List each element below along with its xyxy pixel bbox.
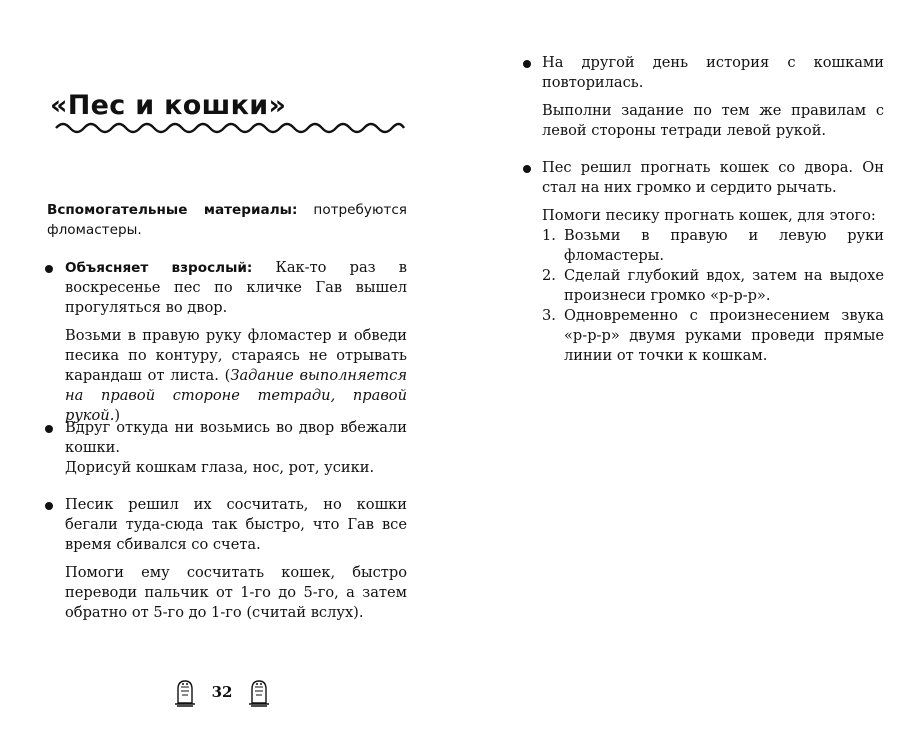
bullet-dot xyxy=(523,165,531,173)
bullet-dot xyxy=(45,502,53,510)
step-number: 1. xyxy=(542,227,556,244)
bullet-dot xyxy=(45,265,53,273)
trace-instruction-note: Задание выполняется на правой стороне тетради, правой рукой. xyxy=(65,367,407,424)
counting-item xyxy=(65,495,407,623)
repeat-story: На другой день история с кошками повторилась. xyxy=(542,54,884,91)
explanation-label: Объясняет взрослый: xyxy=(65,260,253,276)
sphinx-ornament-icon xyxy=(172,677,198,707)
step-number: 2. xyxy=(542,267,556,284)
explanation-text: Как-то раз в воскресенье пес по кличке Гав вышел прогуляться во двор. xyxy=(65,259,407,316)
explanation-item xyxy=(65,258,407,426)
counting-instruction: Помоги ему сосчитать кошек, быстро переводи пальчик от 1-го до 5-го, а затем обратно от 5-го до 1-го (считай вслух). xyxy=(65,564,407,621)
draw-cats-faces: Дорисуй кошкам глаза, нос, рот, усики. xyxy=(65,459,375,476)
page-footer xyxy=(172,676,272,708)
page-title: «Пес и кошки» xyxy=(50,90,287,121)
step-text: Сделай глубокий вдох, затем на выдохе произнеси громко «р-р-р». xyxy=(564,267,884,304)
materials-text: потребуются фломастеры. xyxy=(47,202,407,238)
bullet-dot xyxy=(523,60,531,68)
wavy-underline xyxy=(54,120,406,136)
list-item xyxy=(542,306,884,366)
right-page xyxy=(457,0,914,742)
trace-instruction-close: ) xyxy=(114,407,121,424)
list-item xyxy=(542,226,884,266)
step-number: 3. xyxy=(542,307,556,324)
list-item xyxy=(542,266,884,306)
repeat-item xyxy=(542,53,884,141)
page-number: 32 xyxy=(211,683,233,701)
chase-story: Пес решил прогнать кошек со двора. Он стал на них громко и сердито рычать. xyxy=(542,159,884,196)
cats-ran-in: Вдруг откуда ни возьмись во двор вбежали кошки. xyxy=(65,419,407,456)
chase-item xyxy=(542,158,884,226)
sphinx-ornament-icon xyxy=(246,677,272,707)
step-text: Одновременно с произнесением звука «р-р-р» двумя руками проведи прямые линии от точки к кошкам. xyxy=(564,307,884,364)
chase-intro: Помоги песику прогнать кошек, для этого: xyxy=(542,207,876,224)
trace-instruction xyxy=(65,326,407,426)
cats-item xyxy=(65,418,407,478)
materials-paragraph xyxy=(47,200,407,240)
step-text: Возьми в правую и левую руки фломастеры. xyxy=(564,227,884,264)
steps-list xyxy=(542,226,884,366)
materials-label: Вспомогательные материалы: xyxy=(47,202,298,218)
repeat-instruction: Выполни задание по тем же правилам с левой стороны тетради левой рукой. xyxy=(542,102,884,139)
trace-instruction-text: Возьми в правую руку фломастер и обведи песика по контуру, стараясь не отрывать карандаш от листа. ( xyxy=(65,327,407,384)
counting-story: Песик решил их сосчитать, но кошки бегали туда-сюда так быстро, что Гав все время сбивался со счета. xyxy=(65,496,407,553)
bullet-dot xyxy=(45,425,53,433)
